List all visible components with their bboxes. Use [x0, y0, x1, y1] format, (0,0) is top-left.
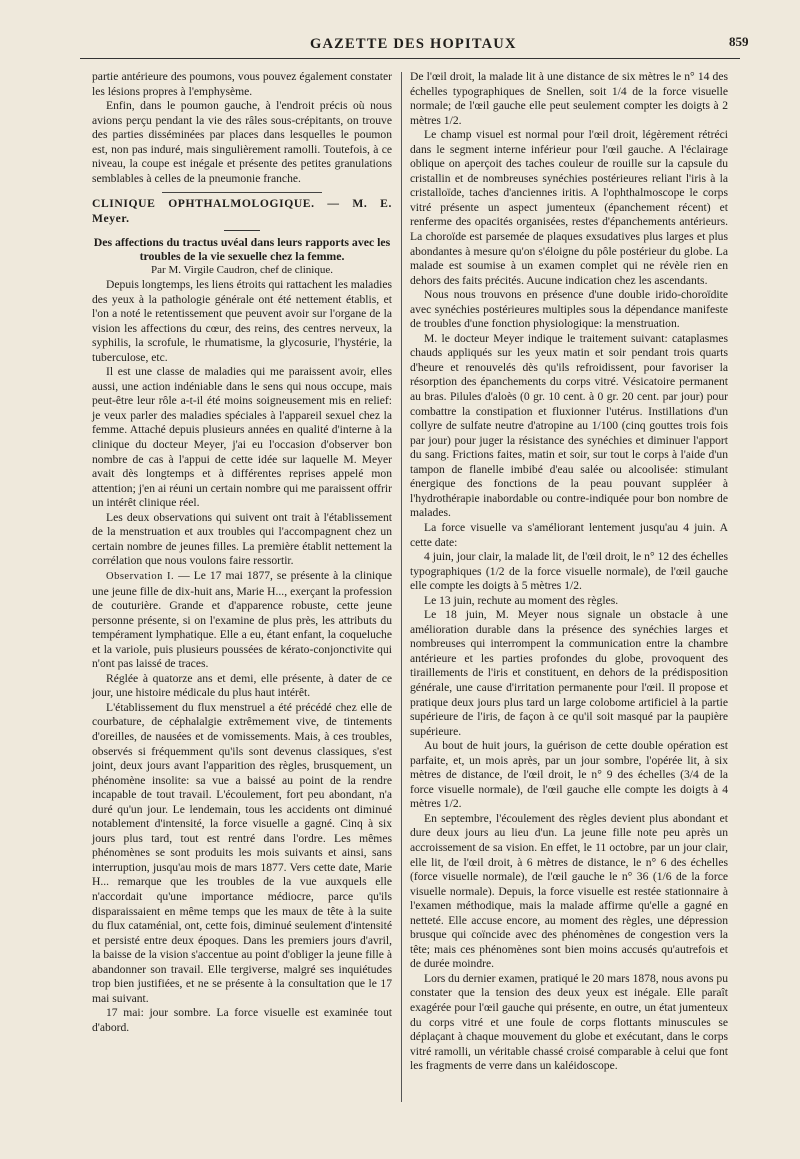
observation-text: — Le 17 mai 1877, se présente à la clinique une jeune fille de dix-huit ans, Marie H..., exerçant la profession de couturière. Grande et d'apparence robuste, cette jeune personne présente, si on l'examine de plus près, les attributs du tempérament lymphatique. Elle a eu, étant enfant, la coqueluche et la variole, puis plusieurs poussées de kérato-conjonctivite qui n'ont pas laissé de traces. [92, 568, 392, 671]
paragraph: Le 13 juin, rechute au moment des règles. [424, 593, 619, 607]
paragraph: 4 juin, jour clair, la malade lit, de l'œil droit, le n° 12 des échelles typographiques (1/2 de la force visuelle normale), de l'œil gauche elle compte les doigts à 5 mètres 1/2. [410, 550, 728, 593]
paragraph: Le 18 juin, M. Meyer nous signale un obstacle à une amélioration durable dans la présence des synéchies larges et nombreuses qui interrompent la communication entre la chambre antérieure et les parties profondes du globe, provoquent des tiraillements de l'iris et constituent, en dehors de la prédisposition générale, une cause d'irritation permanente pour l'œil. Il propose et pratique deux jours plus tard un large colobome artificiel à la partie supérieure de l'iris, de façon à ce qu'il soit masqué par la paupière supérieure. [410, 608, 728, 738]
header-rule [80, 58, 740, 59]
paragraph: Il est une classe de maladies qui me paraissent avoir, elles aussi, une action indéniable dans le sens qui nous occupe, mais peut-être leur rôle a-t-il été moins soigneusement mis en relief: je veux parler des maladies spéciales à l'appareil sexuel chez la femme. Attaché depuis plusieurs années en qualité d'interne à la clinique du docteur Meyer, j'ai eu l'occasion d'observer bon nombre de cas à l'appui de cette idée sur laquelle M. Meyer avait dès longtemps et à différentes reprises appelé mon attention; j'en ai réuni un certain nombre qui me paraissent offrir un intérêt clinique réel. [92, 365, 392, 510]
observation-paragraph [92, 569, 392, 672]
running-title: GAZETTE DES HOPITAUX [310, 36, 517, 52]
paragraph: M. le docteur Meyer indique le traitement suivant: cataplasmes chauds appliqués sur les yeux matin et soir pendant trois quarts d'heure et renouvelés dès qu'ils refroidissent, pour favoriser la résorption des épanchements du corps vitré. Vésicatoire permanent au bras. Pilules d'aloès (0 gr. 10 cent. à 0 gr. 20 cent. par jour) pour combattre la constipation et fluxionner l'utérus. Instillations d'un collyre de sulfate neutre d'atropine au 1/100 (cinq gouttes trois fois par jour) pour juger la résistance des synéchies et diminuer l'apport du sang. Frictions faites, matin et soir, sur tout le corps à l'aide d'un tampon de flanelle imbibé d'eau salée ou alcoolisée: stimulant énergique des fonctions de la peau pouvant suppléer à l'hydrothérapie inabordable ou contre-indiquée pour bon nombre de malades. [410, 331, 728, 520]
paragraph: Lors du dernier examen, pratiqué le 20 mars 1878, nous avons pu constater que la tension des deux yeux est inégale. Elle paraît exagérée pour l'œil gauche qui présente, en outre, un état jumenteux du corps vitré et une foule de corps flottants minuscules se déplaçant à chaque mouvement du globe et exécutant, dans le corps vitré ramolli, un véritable chassé croisé comparable à celui que font les fragments de verre dans un kaléidoscope. [410, 971, 728, 1073]
right-column [410, 70, 728, 1074]
paragraph: partie antérieure des poumons, vous pouvez également constater les lésions propres à l'emphysème. [92, 70, 392, 98]
paragraph: Les deux observations qui suivent ont trait à l'établissement de la menstruation et aux troubles qui l'accompagnent chez un certain nombre de jeunes filles. La première établit nettement la corrélation que nous voulons faire ressortir. [92, 510, 392, 568]
section-heading: CLINIQUE OPHTHALMOLOGIQUE. — M. E. Meyer. [92, 197, 392, 225]
paragraph: Au bout de huit jours, la guérison de cette double opération est parfaite, et, un mois après, par un jour sombre, l'opérée lit, à six mètres de distance, de l'œil droit, le n° 9 des échelles (3/4 de la force visuelle normale), de l'œil gauche elle compte les doigts à 4 mètres 1/2. [410, 739, 728, 811]
paragraph: Enfin, dans le poumon gauche, à l'endroit précis où nous avions perçu pendant la vie des râles sous-crépitants, on trouve des parties disséminées par places dans lesquelles le poumon est, non pas induré, mais singulièrement ramolli. Toutefois, à ce niveau, la coupe est inégale et présente des petites granulations semblables à celles de la pneumonie franche. [92, 99, 392, 185]
paragraph: Nous nous trouvons en présence d'une double irido-choroïdite avec synéchies postérieures multiples sous la dépendance manifeste de troubles d'une fonction physiologique: la menstruation. [410, 288, 728, 331]
article-title: Des affections du tractus uvéal dans leurs rapports avec les troubles de la vie sexuelle chez la femme. [93, 235, 391, 264]
paragraph: La force visuelle va s'améliorant lentement jusqu'au 4 juin. A cette date: [410, 520, 728, 549]
observation-label: Observation I. [106, 570, 175, 582]
paragraph: Depuis longtemps, les liens étroits qui rattachent les maladies des yeux à la pathologie générale ont été nettement établis, et l'on a noté le retentissement que peuvent avoir sur l'organe de la vision les affections du cœur, des reins, des centres nerveux, la syphilis, la scrofule, le rhumatisme, la glycosurie, l'hystérie, la tuberculose, etc. [92, 278, 392, 364]
paragraph: L'établissement du flux menstruel a été précédé chez elle de courbature, de céphalalgie extrêmement vive, de tintements d'oreilles, de nausées et de vomissements. Mais, à ces troubles, observés si fréquemment qu'ils sont devenus classiques, s'est joint, deux jours avant l'apparition des règles, brusquement, un phénomène insolite: sa vue a baissé au point de la rendre incapable de tout travail. L'écoulement, fort peu abondant, n'a duré qu'un jour. Le lendemain, tous les accidents ont diminué notablement d'intensité, la force visuelle a gagné. Cinq à six jours plus tard, tout est rentré dans l'ordre. Les mêmes phénomènes se sont produits les mois suivants et ainsi, sans interruption, jusqu'au mois de mars 1877. Vers cette date, Marie H... remarque que les troubles de la vue auxquels elle n'accordait qu'une importance médiocre, parce qu'ils disparaissaient en même temps que les maux de tête à la suite du flux cataménial, ont, cette fois, diminué seulement d'intensité et persisté entre deux époques. Dans les premiers jours d'avril, la baisse de la vision s'accentue au point d'obliger la jeune fille à abandonner son travail. Elle tergiverse, malgré ses inquiétudes trop bien justifiées, et ne se présente à la consultation que le 17 mai suivant. [92, 700, 392, 1005]
byline: Par M. Virgile Caudron, chef de clinique. [151, 264, 333, 277]
paragraph: De l'œil droit, la malade lit à une distance de six mètres le n° 14 des échelles typographiques de Snellen, soit 1/4 de la force visuelle normale; de l'œil gauche elle peut seulement compter les doigts à 2 mètres 1/2. [410, 70, 728, 127]
column-divider [401, 72, 402, 1102]
section-divider [162, 192, 322, 193]
paragraph: Le champ visuel est normal pour l'œil droit, légèrement rétréci dans le segment interne inférieur pour l'œil gauche. A l'éclairage oblique on aperçoit des taches couleur de rouille sur la capsule du cristallin et de nombreuses synéchies postérieures reliant l'iris à la cristalloïde, taches d'anciennes iritis. A l'ophthalmoscope le corps vitré présente un aspect jumenteux (épanchement récent) et renferme des opacités organisées, restes d'épanchements antérieurs. La choroïde est parsemée de plaques exsudatives plus larges et plus abondantes à mesure qu'on s'éloigne du pôle postérieur du globe. La malade est soumise à un examen complet qui ne révèle rien en dehors des faits précités. Aucune indication chez les ascendants. [410, 128, 728, 287]
paragraph: En septembre, l'écoulement des règles devient plus abondant et dure deux jours au lieu d'un. La jeune fille note peu après un accroissement de sa vision. En effet, le 11 octobre, par un jour clair, elle lit, de l'œil droit, à 6 mètres de distance, le n° 6 des échelles (force visuelle normale), de l'œil gauche le n° 36 (1/6 de la force visuelle normale). Depuis, la force visuelle est restée stationnaire à l'examen méthodique, mais la malade affirme qu'elle a gagné en netteté. Elle accuse encore, au moment des règles, une dépression brusque qui coïncide avec des phénomènes de congestion vers la tête; mais ces phénomènes sont bien moins accusés qu'autrefois et de durée moindre. [410, 811, 728, 971]
page-number: 859 [729, 34, 749, 49]
short-divider [224, 230, 260, 231]
paragraph: 17 mai: jour sombre. La force visuelle est examinée tout d'abord. [92, 1006, 392, 1034]
paragraph: Réglée à quatorze ans et demi, elle présente, à dater de ce jour, une histoire médicale du plus haut intérêt. [92, 671, 392, 700]
left-column [92, 70, 392, 1035]
